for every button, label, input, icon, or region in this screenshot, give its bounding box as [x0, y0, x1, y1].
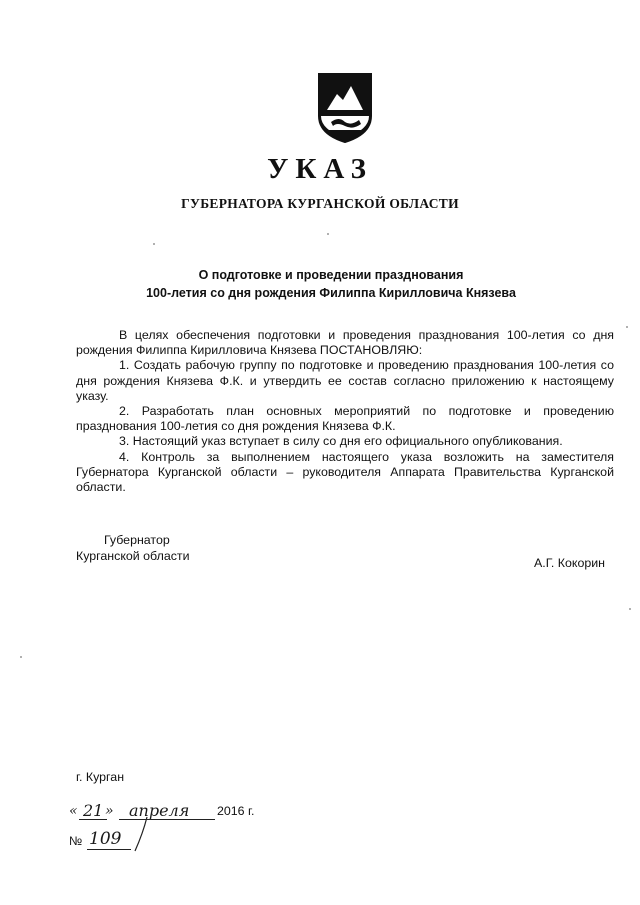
scan-speck [327, 233, 329, 235]
date-month: апреля [129, 801, 190, 820]
issue-place: г. Курган [76, 770, 125, 784]
date-day-underline [79, 819, 107, 820]
item-3-paragraph: 3. Настоящий указ вступает в силу со дня его официального опубликования. [119, 434, 563, 449]
date-day: 21 [83, 801, 104, 820]
coat-of-arms-emblem [315, 72, 375, 144]
decree-body [76, 328, 614, 495]
signature-stroke-icon [131, 815, 151, 855]
decree-heading-line-2: 100-летия со дня рождения Филиппа Кирилловича Князева [146, 286, 516, 300]
issue-date [69, 801, 329, 823]
date-close-quote: » [105, 803, 114, 819]
number-value: 109 [89, 829, 122, 849]
issuer-subtitle: ГУБЕРНАТОРА КУРГАНСКОЙ ОБЛАСТИ [181, 196, 459, 211]
document-title: УКАЗ [267, 153, 373, 185]
signatory-position-line-2: Курганской области [76, 549, 190, 563]
intro-paragraph: В целях обеспечения подготовки и проведения празднования 100-летия со дня рождения Филиппа Кирилловича Князева ПОСТАНОВЛЯЮ: [76, 328, 614, 358]
number-label: № [69, 834, 83, 848]
decree-heading-line-1: О подготовке и проведении празднования [198, 268, 464, 282]
item-2-paragraph: 2. Разработать план основных мероприятий по подготовке и проведению празднования 100-летия со дня рождения Князева Ф.К. [76, 404, 614, 434]
item-1-paragraph: 1. Создать рабочую группу по подготовке и проведению празднования 100-летия со дня рождения Князева Ф.К. и утвердить ее состав согласно приложению к настоящему указу. [76, 358, 614, 403]
number-underline [87, 849, 131, 850]
signatory-position [76, 532, 190, 564]
scan-speck [626, 326, 628, 328]
scan-speck [153, 243, 155, 245]
item-4-paragraph: 4. Контроль за выполнением настоящего указа возложить на заместителя Губернатора Курганской области – руководителя Аппарата Правительства Курганской области. [76, 449, 614, 495]
signatory-position-line-1: Губернатор [104, 533, 170, 547]
signatory-name: А.Г. Кокорин [534, 556, 606, 570]
date-year: 2016 г. [217, 804, 255, 818]
decree-heading [0, 266, 640, 302]
date-open-quote: « [69, 803, 78, 819]
scan-speck [20, 656, 22, 658]
decree-number [69, 829, 189, 855]
scan-speck [629, 608, 631, 610]
